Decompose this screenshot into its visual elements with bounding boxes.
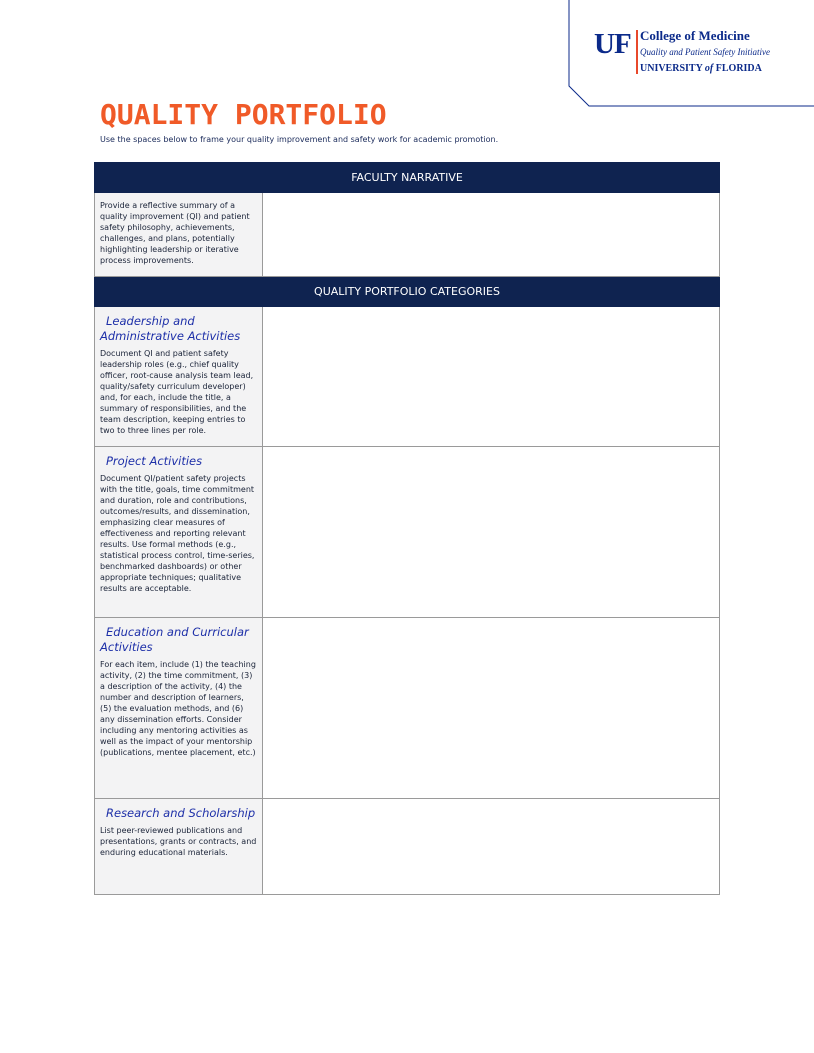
categories-header-row [95,277,720,307]
category-entry-cell-project[interactable] [263,447,720,618]
header-logo-panel [568,0,814,108]
categories-header: QUALITY PORTFOLIO CATEGORIES [95,277,720,307]
category-label-cell [95,307,263,447]
faculty-narrative-description: Provide a reflective summary of a quality improvement (QI) and patient safety philosophy, achievements, challenges, and plans, potentially highlighting leadership or iterative process improvements. [100,201,250,265]
category-row-education [95,618,720,799]
category-entry-cell-research[interactable] [263,799,720,895]
logo-of-word: of [704,63,714,74]
logo-college-name: College of Medicine [640,28,750,43]
quality-portfolio-table [94,162,720,895]
logo-university-word: UNIVERSITY [640,63,705,74]
category-title: Project Activities [106,454,203,468]
uf-logo-mark: UF [594,28,631,60]
category-row-research [95,799,720,895]
category-label-cell [95,799,263,895]
category-title: Research and Scholarship [106,806,256,820]
page-subtitle: Use the spaces below to frame your quality improvement and safety work for academic promotion. [100,135,499,144]
category-entry-cell-education[interactable] [263,618,720,799]
category-title: Leadership and Administrative Activities [100,314,241,343]
category-row-project [95,447,720,618]
category-row-leadership [95,307,720,447]
logo-florida-word: FLORIDA [713,63,762,74]
category-label-cell [95,618,263,799]
logo-university-name [640,63,762,74]
category-description: Document QI/patient safety projects with the title, goals, time commitment and duration, role and contributions, outcomes/results, and dissemination, emphasizing clear measures of effectiveness and reporting relevant results. Use formal methods (e.g., statistical process control, time-series, benchmarked dashboards) or other appropriate techniques; qualitative results are acceptable. [100,474,255,593]
category-entry-cell-leadership[interactable] [263,307,720,447]
faculty-narrative-header-row [95,163,720,193]
category-label-cell [95,447,263,618]
uf-college-of-medicine-logo [594,28,810,78]
page-title: QUALITY PORTFOLIO [100,98,387,131]
category-description: For each item, include (1) the teaching activity, (2) the time commitment, (3) a description of the activity, (4) the number and description of learners, (5) the evaluation methods, and (6) any dissemination efforts. Consider including any mentoring activities as well as the impact of your mentorship (publications, mentee placement, etc.) [100,660,256,757]
faculty-narrative-label-cell [95,193,263,277]
category-description: Document QI and patient safety leadership roles (e.g., chief quality officer, root-cause analysis team lead, quality/safety curriculum developer) and, for each, include the title, a summary of responsibilities, and the team description, keeping entries to two to three lines per role. [100,349,254,435]
faculty-narrative-row [95,193,720,277]
logo-initiative-name: Quality and Patient Safety Initiative [640,47,770,57]
faculty-narrative-entry-cell[interactable] [263,193,720,277]
logo-divider [636,30,638,74]
faculty-narrative-header: FACULTY NARRATIVE [95,163,720,193]
category-description: List peer-reviewed publications and presentations, grants or contracts, and enduring educational materials. [100,826,257,857]
category-title: Education and Curricular Activities [100,625,249,654]
